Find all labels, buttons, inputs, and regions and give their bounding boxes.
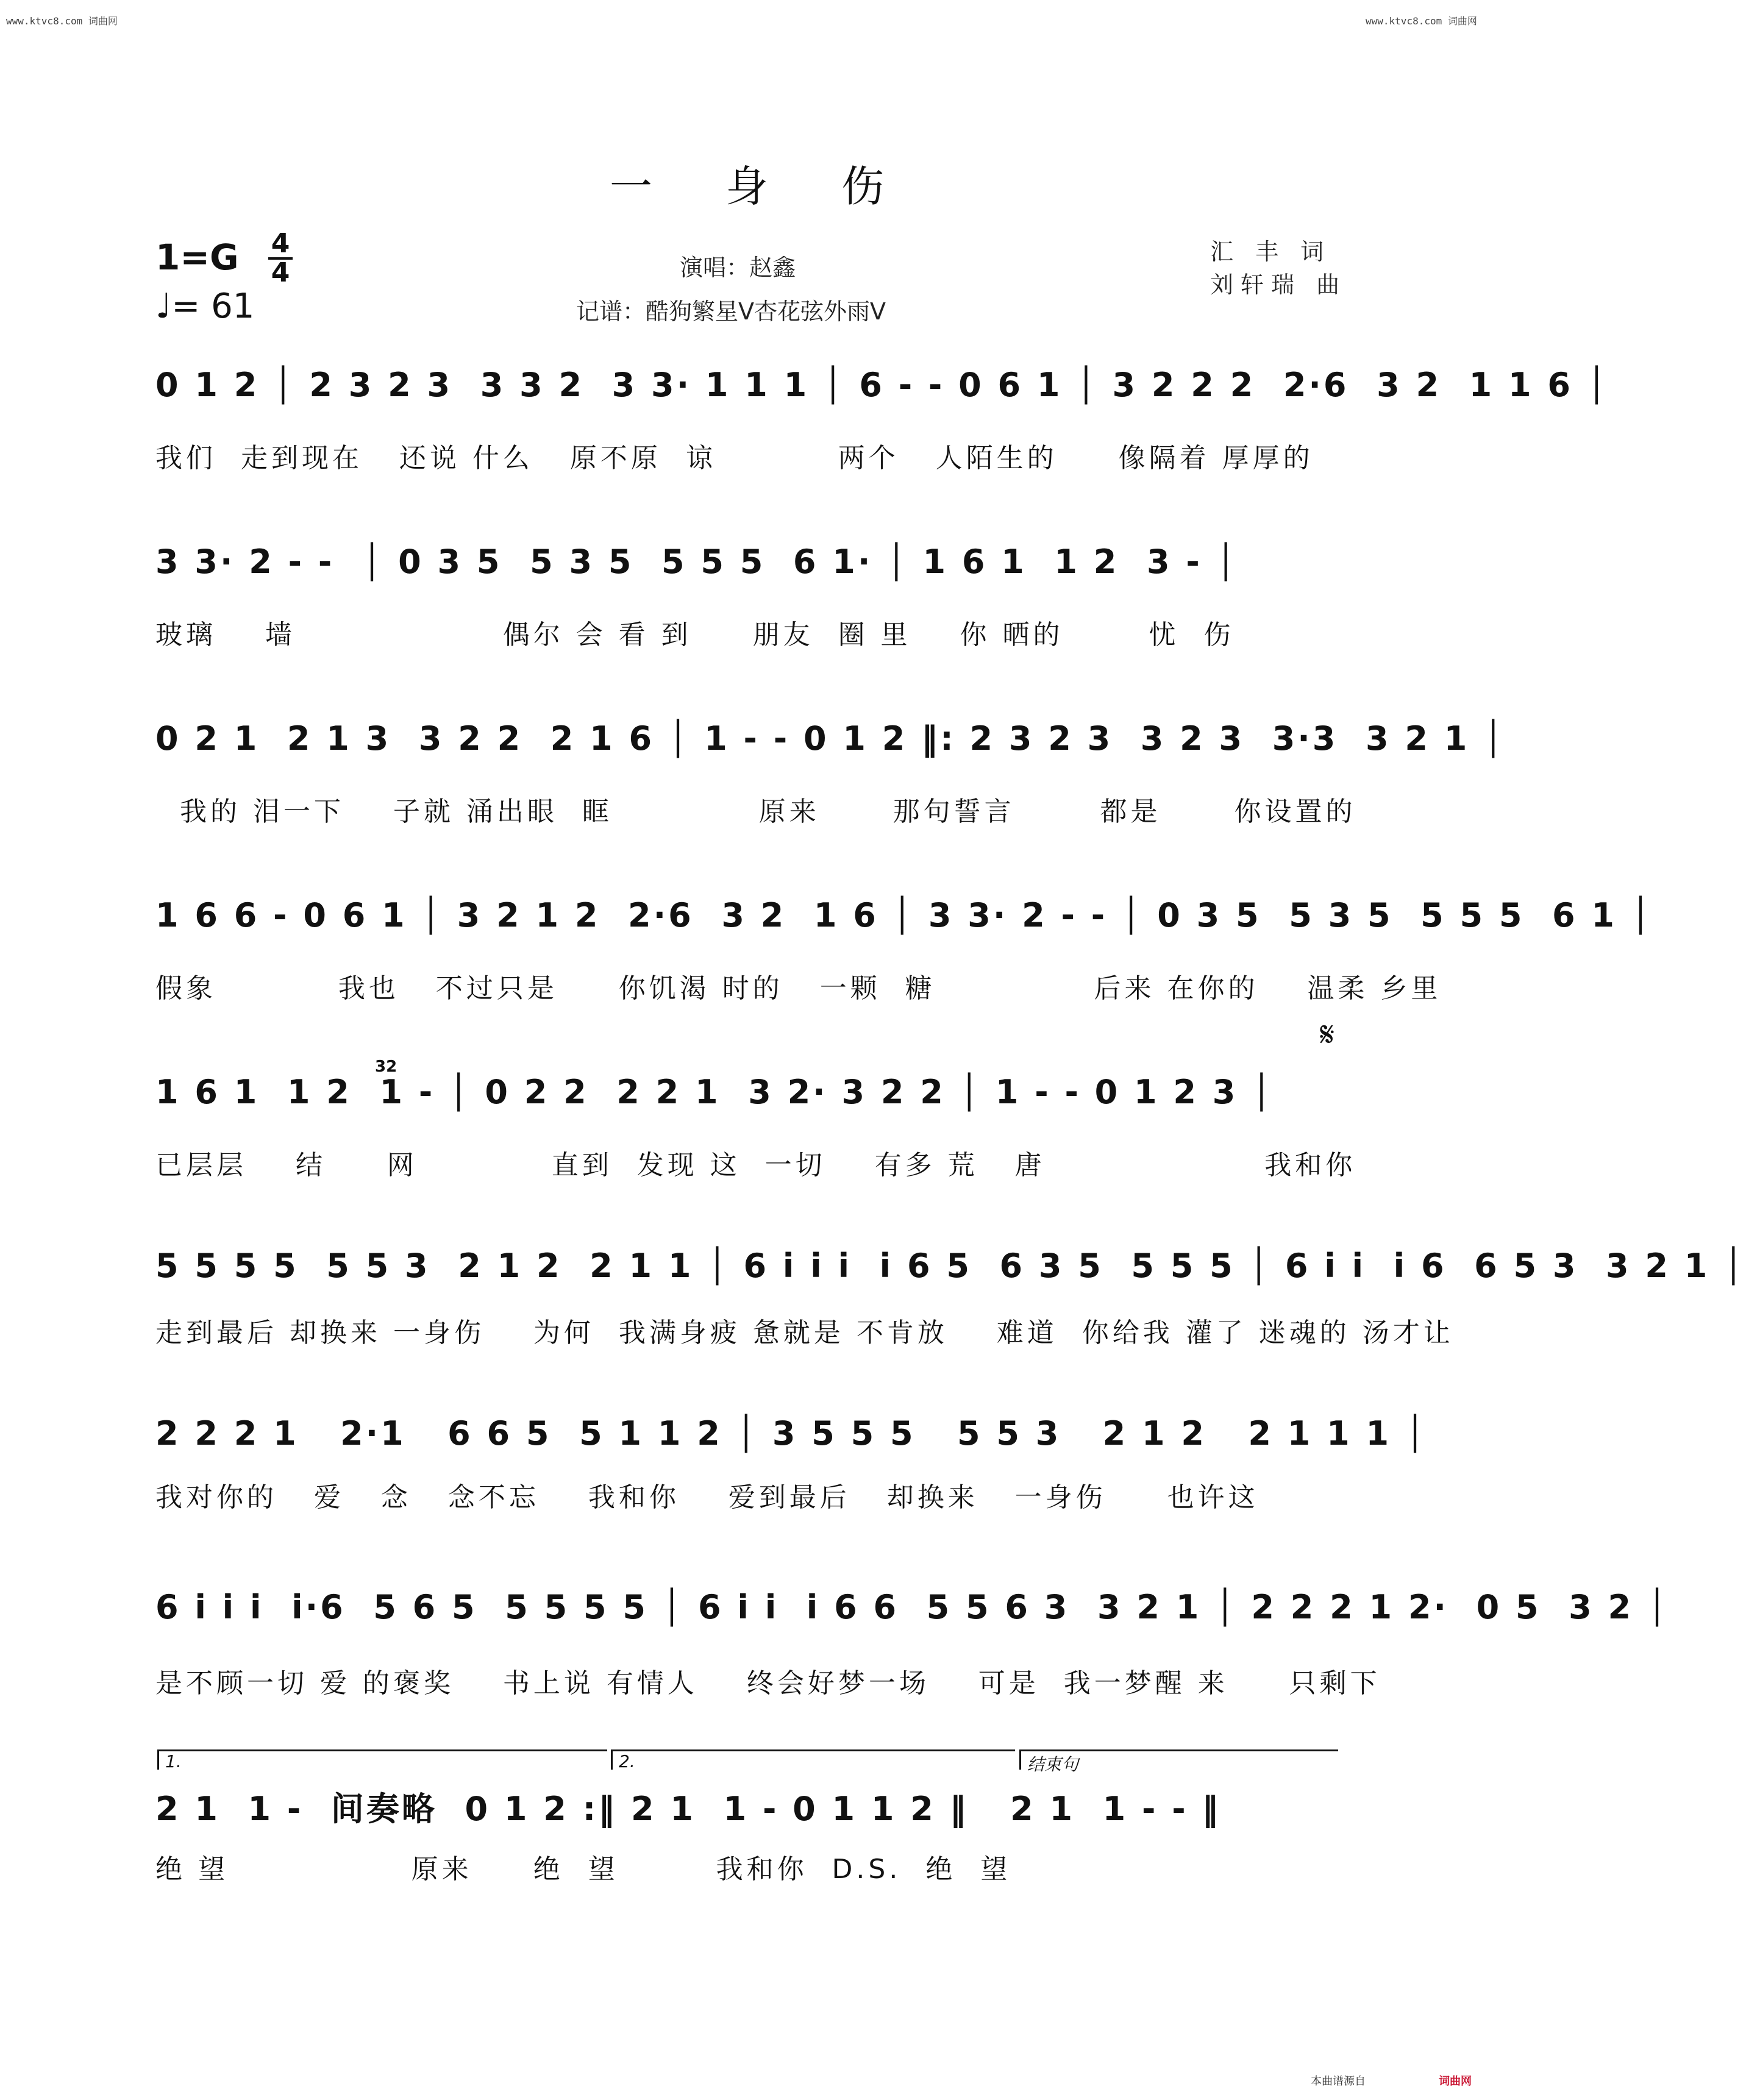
notes-row-1: 0 1 2 │ 2 3 2 3 3 3 2 3 3· 1 1 1 │ 6 - - 0 6 1 │ 3 2 2 2 2·6 3 2 1 1 6 │ — [155, 366, 1609, 404]
coda-bracket: 结束句 — [1019, 1749, 1338, 1770]
meter-bottom: 4 — [271, 257, 290, 288]
transcriber-credit: 记谱：酷狗繁星V杏花弦外雨V — [576, 298, 886, 325]
lyrics-row-7: 我对你的 爱 念 念不忘 我和你 爱到最后 却换来 一身伤 也许这 — [155, 1482, 1259, 1513]
tempo-mark: ♩= 61 — [155, 287, 255, 326]
site-url-right[interactable]: www.ktvc8.com 词曲网 — [1366, 15, 1477, 27]
score-row-1 — [155, 366, 1609, 415]
score-row-5 — [155, 1073, 1344, 1122]
notes-row-2: 3 3· 2 - - │ 0 3 5 5 3 5 5 5 5 6 1· │ 1 6 1 1 2 3 - │ — [155, 543, 1239, 581]
score-row-3 — [155, 719, 1506, 768]
lyrics-row-3: 我的 泪一下 子就 涌出眼 眶 原来 那句誓言 都是 你设置的 — [155, 796, 1356, 827]
lyrics-row-2: 玻璃 墙 偶尔 会 看 到 朋友 圈 里 你 晒的 忧 伤 — [155, 619, 1235, 650]
score-row-4 — [155, 896, 1653, 945]
notes-row-8: 6 i i i i·6 5 6 5 5 5 5 5 │ 6 i i i 6 6 5 5 6 3 3 2 1 │ 2 2 2 1 2· 0 5 3 2 │ — [155, 1588, 1670, 1626]
footer-logo[interactable]: 词曲网 — [1439, 2075, 1472, 2088]
notes-row-9: 2 1 1 - 间奏略 0 1 2 :‖ 2 1 1 - 0 1 1 2 ‖ 2 1 1 - - ‖ — [155, 1790, 1221, 1828]
notes-row-3: 0 2 1 2 1 3 3 2 2 2 1 6 │ 1 - - 0 1 2 ‖: 2 3 2 3 3 2 3 3·3 3 2 1 │ — [155, 719, 1506, 758]
second-ending-bracket: 2. — [611, 1749, 1015, 1770]
composer-credit: 刘轩瑞 曲 — [1210, 271, 1347, 298]
lyricist-credit: 汇 丰 词 — [1210, 238, 1331, 265]
singer-credit: 演唱：赵鑫 — [680, 254, 796, 281]
lyrics-row-1: 我们 走到现在 还说 什么 原不原 谅 两个 人陌生的 像隔着 厚厚的 — [155, 443, 1314, 474]
score-row-2 — [155, 543, 1344, 591]
meter-top: 4 — [271, 228, 290, 259]
segno-sign: 𝄋 — [1320, 1015, 1335, 1055]
score-row-8 — [155, 1588, 1670, 1637]
score-row-6 — [155, 1247, 1746, 1295]
site-url-left[interactable]: www.ktvc8.com 词曲网 — [6, 15, 118, 27]
notes-row-4: 1 6 6 - 0 6 1 │ 3 2 1 2 2·6 3 2 1 6 │ 3 3· 2 - - │ 0 3 5 5 3 5 5 5 5 6 1 │ — [155, 896, 1653, 934]
song-title: 一身伤 — [610, 162, 957, 212]
lyrics-row-9: 绝 望 原来 绝 望 我和你 D.S. 绝 望 — [155, 1854, 1011, 1885]
lyrics-row-5: 已层层 结 网 直到 发现 这 一切 有多 荒 唐 我和你 — [155, 1150, 1356, 1181]
time-signature — [268, 228, 293, 288]
score-row-7 — [155, 1414, 1428, 1463]
notes-row-7: 2 2 2 1 2·1 6 6 5 5 1 1 2 │ 3 5 5 5 5 5 3 2 1 2 2 1 1 1 │ — [155, 1414, 1428, 1453]
lyrics-row-6: 走到最后 却换来 一身伤 为何 我满身疲 惫就是 不肯放 难道 你给我 灌了 迷魂的 汤才让 — [155, 1317, 1454, 1348]
lyrics-row-4: 假象 我也 不过只是 你饥渴 时的 一颗 糖 后来 在你的 温柔 乡里 — [155, 973, 1442, 1004]
lyrics-row-8: 是不顾一切 爱 的褒奖 书上说 有情人 终会好梦一场 可是 我一梦醒 来 只剩下 — [155, 1668, 1381, 1699]
first-ending-bracket: 1. — [157, 1749, 607, 1770]
key-signature: 1=G — [155, 237, 239, 278]
grace-note: 32 — [375, 1058, 397, 1076]
score-row-9 — [155, 1783, 1344, 1832]
footer-source: 本曲谱源自 — [1311, 2075, 1366, 2088]
notes-row-5: 1 6 1 1 2 1 - │ 0 2 2 2 2 1 3 2· 3 2 2 │ 1 - - 0 1 2 3 │ — [155, 1073, 1274, 1111]
notes-row-6: 5 5 5 5 5 5 3 2 1 2 2 1 1 │ 6 i i i i 6 5 6 3 5 5 5 5 │ 6 i i i 6 6 5 3 3 2 1 │ — [155, 1247, 1746, 1285]
